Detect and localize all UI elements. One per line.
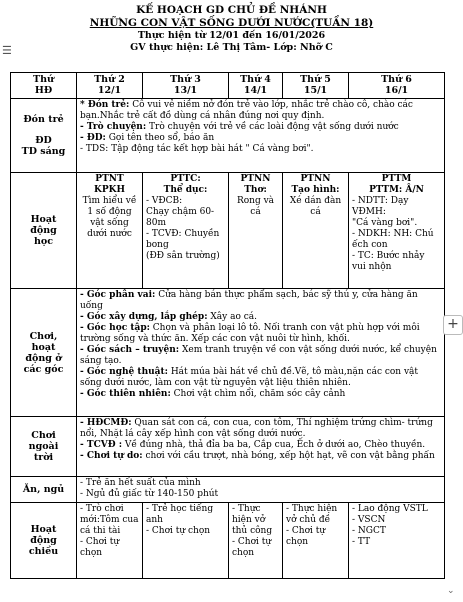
list-item: - Góc thiên nhiên: Chơi vật chìm nổi, chăm sóc cây cảnh bbox=[80, 389, 346, 399]
doc-subtitle: NHỮNG CON VẬT SỐNG DƯỚI NƯỚC(TUẦN 18) bbox=[89, 17, 374, 29]
afternoon-cell-thu: - Thực hiện vở chủ đề - Chơi tự chọn bbox=[283, 503, 349, 579]
list-item: - TCVĐ : Về đúng nhà, thả đỉa ba ba, Cắp cua, Ếch ở dưới ao, Chèo thuyền. bbox=[80, 440, 426, 450]
header-cell-day: Thứ 5 15/1 bbox=[283, 73, 349, 99]
afternoon-cell-mon: - Trò chơi mới:Tôm cua cá thi tài - Chơi tự chọn bbox=[77, 503, 143, 579]
document-header bbox=[0, 4, 463, 54]
learning-cell-thu: PTNN Tạo hình: Xé dán đàn cá bbox=[283, 173, 349, 289]
list-item: - Góc nghệ thuật: Hát múa bài hát về chủ đề.Vẽ, tô màu,nặn các con vật sống dưới nước, làm con vật từ nguyên vật liệu thiên nhiên. bbox=[80, 367, 419, 388]
list-item: - Chơi tự do: chơi với cầu trượt, nhà bóng, xếp hột hạt, vẽ con vật bằng phấn bbox=[80, 451, 435, 461]
afternoon-cell-tue: - Trẻ học tiếng anh - Chơi tự chọn bbox=[143, 503, 229, 579]
table-header-row bbox=[11, 73, 445, 99]
row-label: Đón trẻ ĐD TD sáng bbox=[11, 99, 77, 173]
learning-cell-fri: PTTM PTTM: Â/N - NDTT: Dạy VĐMH: "Cá vàng bơi". - NDKH: NH: Chú ếch con - TC: Bước nhảy vui nhộn bbox=[349, 173, 445, 289]
doc-title: KẾ HOẠCH GD CHỦ ĐỀ NHÁNH bbox=[136, 4, 327, 16]
row-label: Hoạt động chiều bbox=[11, 503, 77, 579]
learning-cell-wed: PTNN Thơ: Rong và cá bbox=[229, 173, 283, 289]
list-item: - HĐCMĐ: Quan sát con cá, con cua, con tôm, Thí nghiệm trứng chìm- trứng nổi, Nhặt lá cây xếp hình con vật sống dưới nước. bbox=[80, 418, 433, 439]
header-cell-day: Thứ 2 12/1 bbox=[77, 73, 143, 99]
paragraph-icon: ☰ bbox=[2, 44, 12, 57]
header-cell-activity: Thứ HĐ bbox=[11, 73, 77, 99]
row-label: Chơi, hoạt động ở các góc bbox=[11, 289, 77, 417]
list-item: - Góc sách – truyện: Xem tranh truyện về con vật sống dưới nước, kể chuyện sáng tạo. bbox=[80, 345, 437, 366]
header-cell-day: Thứ 3 13/1 bbox=[143, 73, 229, 99]
row-label: Hoạt động học bbox=[11, 173, 77, 289]
row-corners bbox=[11, 289, 445, 417]
learning-cell-mon: PTNT KPKH Tìm hiểu về 1 số động vật sống dưới nước bbox=[77, 173, 143, 289]
add-row-button[interactable] bbox=[443, 315, 463, 335]
reception-cell: * Đón trẻ: Cô vui vẻ niềm nở đón trẻ vào lớp, nhắc trẻ chào cô, chào các bạn.Nhắc trẻ cất đồ dùng cá nhân đúng nơi quy định. - Trò chuyện: Trò chuyện với trẻ về các loài động vật sống dưới nước - ĐD: Gọi tên theo sổ, báo ăn - TDS: Tập động tác kết hợp bài hát " Cá vàng bơi". bbox=[77, 99, 445, 173]
row-outdoor bbox=[11, 417, 445, 477]
row-label: Chơi ngoài trời bbox=[11, 417, 77, 477]
row-label: Ăn, ngủ bbox=[11, 477, 77, 503]
header-cell-day: Thứ 4 14/1 bbox=[229, 73, 283, 99]
corners-cell bbox=[77, 289, 445, 417]
afternoon-cell-fri: - Lao động VSTL - VSCN - NGCT - TT bbox=[349, 503, 445, 579]
plan-table bbox=[10, 72, 445, 579]
row-reception bbox=[11, 99, 445, 173]
afternoon-cell-wed: - Thực hiện vở thủ công - Chơi tự chọn bbox=[229, 503, 283, 579]
row-learning bbox=[11, 173, 445, 289]
row-meal-sleep bbox=[11, 477, 445, 503]
list-item: - Góc phân vai: Cửa hàng bán thực phẩm sạch, bác sỹ thú y, cửa hàng ăn uống bbox=[80, 290, 418, 311]
list-item: - Góc học tập: Chọn và phân loại lô tô. Nối tranh con vật phù hợp với môi trường sống và thức ăn. Xếp các con vật nuôi từ hình, khối. bbox=[80, 323, 420, 344]
outdoor-cell bbox=[77, 417, 445, 477]
chevron-down-icon[interactable]: ⌄ bbox=[447, 586, 455, 596]
plus-icon: + bbox=[447, 316, 459, 332]
meal-sleep-cell: - Trẻ ăn hết suất của mình - Ngủ đủ giấc từ 140-150 phút bbox=[77, 477, 445, 503]
header-cell-day: Thứ 6 16/1 bbox=[349, 73, 445, 99]
row-afternoon bbox=[11, 503, 445, 579]
doc-teacher: GV thực hiện: Lê Thị Tâm- Lớp: Nhỡ C bbox=[130, 42, 333, 53]
list-item: - Góc xây dựng, lắp ghép: Xây ao cá. bbox=[80, 312, 258, 322]
learning-cell-tue: PTTC: Thể dục: - VĐCB: Chạy chậm 60-80m - TCVĐ: Chuyền bong (ĐĐ sân trường) bbox=[143, 173, 229, 289]
doc-dates: Thực hiện từ 12/01 đến 16/01/2026 bbox=[137, 30, 326, 41]
